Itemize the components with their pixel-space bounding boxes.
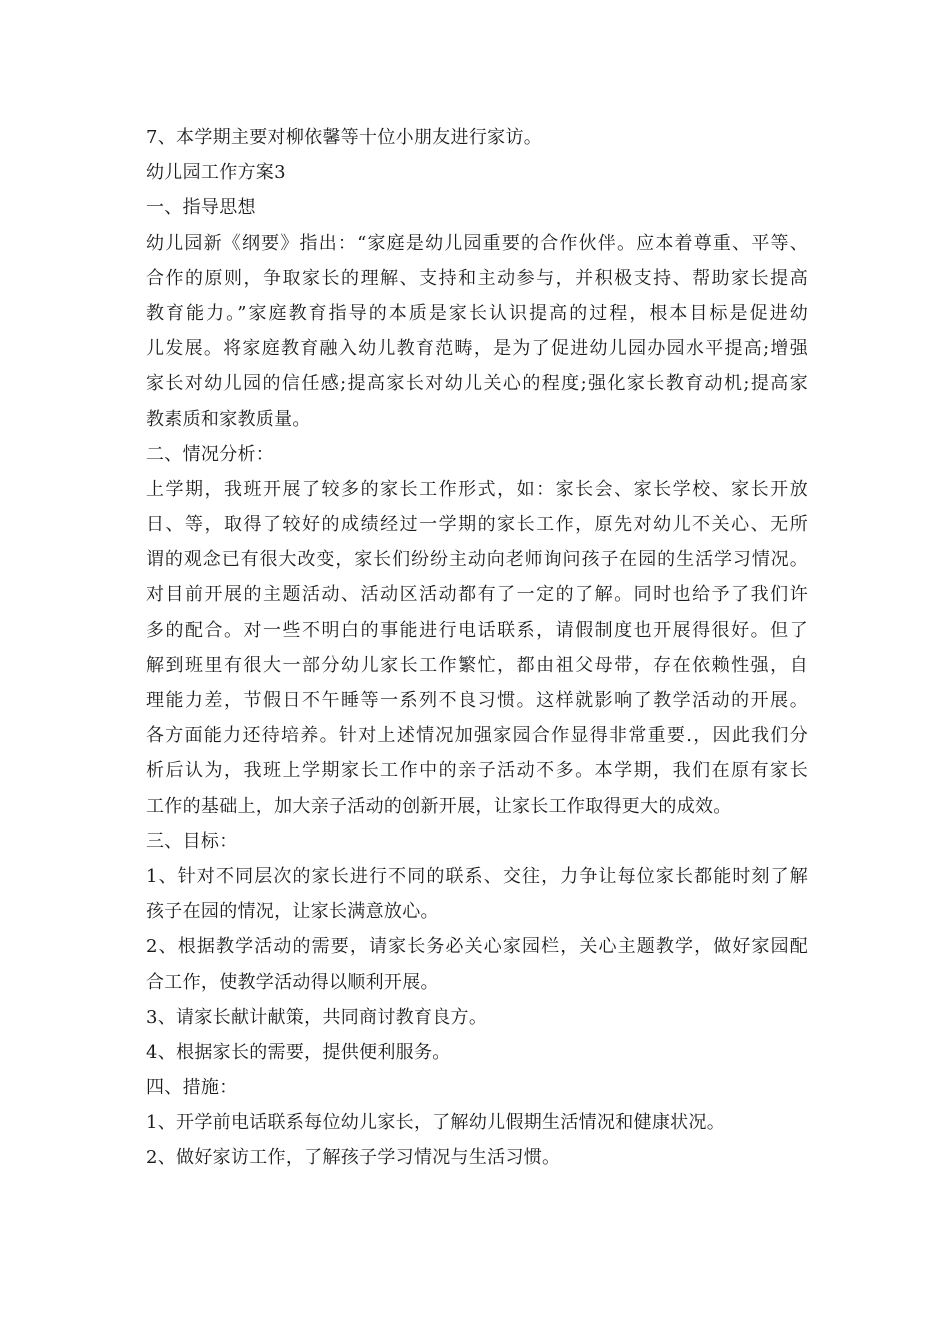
text-line: 2、做好家访工作，了解孩子学习情况与生活习惯。 (146, 1147, 561, 1169)
text-line: 孩子在园的情况，让家长满意放心。 (146, 901, 439, 923)
text-line: 家长对幼儿园的信任感;提高家长对幼儿关心的程度;强化家长教育动机;提高家 (146, 373, 808, 395)
text-line: 教素质和家教质量。 (146, 408, 311, 430)
text-line: 多的配合。对一些不明白的事能进行电话联系，请假制度也开展得很好。但了 (146, 619, 808, 641)
text-line: 解到班里有很大一部分幼儿家长工作繁忙，都由祖父母带，存在依赖性强，自 (146, 654, 808, 676)
text-line: 1、针对不同层次的家长进行不同的联系、交往，力争让每位家长都能时刻了解 (146, 865, 808, 887)
text-line: 儿发展。将家庭教育融入幼儿教育范畴，是为了促进幼儿园办园水平提高;增强 (146, 338, 808, 360)
text-line: 4、根据家长的需要，提供便利服务。 (146, 1041, 451, 1063)
text-line: 合工作，使教学活动得以顺利开展。 (146, 971, 439, 993)
text-line: 四、措施： (146, 1077, 238, 1099)
text-line: 幼儿园新《纲要》指出：“家庭是幼儿园重要的合作伙伴。应本着尊重、平等、 (146, 232, 808, 254)
text-line: 对目前开展的主题活动、活动区活动都有了一定的了解。同时也给予了我们许 (146, 584, 808, 606)
text-line: 析后认为，我班上学期家长工作中的亲子活动不多。本学期，我们在原有家长 (146, 760, 808, 782)
text-line: 各方面能力还待培养。针对上述情况加强家园合作显得非常重要.，因此我们分 (146, 725, 808, 747)
text-line: 7、本学期主要对柳依馨等十位小朋友进行家访。 (146, 127, 543, 148)
text-line: 幼儿园工作方案3 (146, 162, 286, 184)
text-line: 合作的原则，争取家长的理解、支持和主动参与，并积极支持、帮助家长提高 (146, 267, 808, 289)
text-line: 三、目标： (146, 830, 238, 852)
text-line: 谓的观念已有很大改变，家长们纷纷主动向老师询问孩子在园的生活学习情况。 (146, 549, 808, 571)
text-line: 3、请家长献计献策，共同商讨教育良方。 (146, 1006, 488, 1028)
text-line: 上学期，我班开展了较多的家长工作形式，如：家长会、家长学校、家长开放 (146, 478, 808, 500)
text-line: 二、情况分析： (146, 443, 275, 465)
text-line: 日、等，取得了较好的成绩经过一学期的家长工作，原先对幼儿不关心、无所 (146, 514, 808, 536)
text-line: 工作的基础上，加大亲子活动的创新开展，让家长工作取得更大的成效。 (146, 795, 732, 817)
document-body (146, 120, 808, 1176)
text-line: 一、指导思想 (146, 197, 256, 219)
text-line: 2、根据教学活动的需要，请家长务必关心家园栏，关心主题教学，做好家园配 (146, 936, 808, 958)
text-line: 1、开学前电话联系每位幼儿家长，了解幼儿假期生活情况和健康状况。 (146, 1112, 726, 1134)
text-line: 教育能力。”家庭教育指导的本质是家长认识提高的过程，根本目标是促进幼 (146, 302, 808, 324)
text-line: 理能力差，节假日不午睡等一系列不良习惯。这样就影响了教学活动的开展。 (146, 690, 808, 711)
